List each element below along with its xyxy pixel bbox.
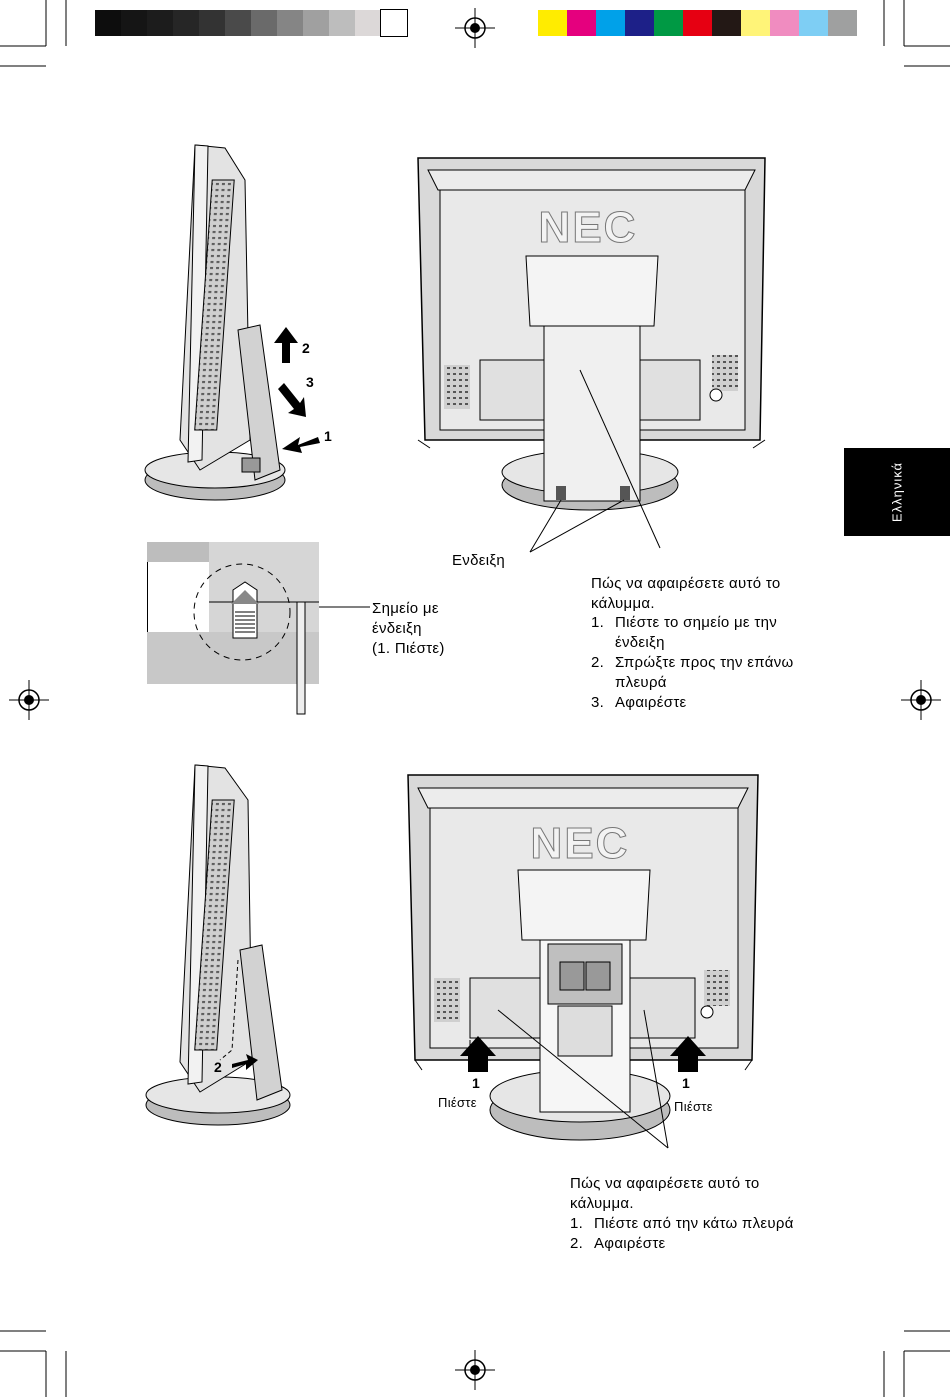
- instructions-title: κάλυμμα.: [591, 595, 655, 612]
- press-label: Πιέστε: [438, 1095, 477, 1110]
- grayscale-swatch: [355, 10, 381, 36]
- grayscale-swatch: [277, 10, 303, 36]
- color-swatch: [596, 10, 625, 36]
- instruction-step: ένδειξη: [615, 634, 665, 651]
- callout-line: (1. Πιέστε): [372, 640, 445, 657]
- color-swatch: [799, 10, 828, 36]
- press-number: 1: [472, 1075, 480, 1091]
- grayscale-swatch: [381, 10, 407, 36]
- color-swatch: [683, 10, 712, 36]
- instructions-title: Πώς να αφαιρέσετε αυτό το: [570, 1175, 760, 1192]
- grayscale-swatch: [303, 10, 329, 36]
- instruction-step: Πιέστε το σημείο με την: [615, 614, 778, 631]
- nec-logo: NEC: [538, 203, 638, 252]
- grayscale-swatch: [251, 10, 277, 36]
- color-swatch: [567, 10, 596, 36]
- callout-line: Σημείο με: [372, 600, 439, 617]
- step-number-label: 1.: [570, 1215, 584, 1232]
- nec-logo: NEC: [530, 819, 630, 868]
- instructions-title: Πώς να αφαιρέσετε αυτό το: [591, 575, 781, 592]
- step-number-label: 2.: [570, 1235, 584, 1252]
- instructions-title: κάλυμμα.: [570, 1195, 634, 1212]
- instruction-step: Αφαιρέστε: [615, 694, 687, 711]
- grayscale-swatch: [199, 10, 225, 36]
- indicator-label: Ενδειξη: [452, 552, 506, 569]
- grayscale-swatch: [225, 10, 251, 36]
- grayscale-swatch: [95, 10, 121, 36]
- color-swatch: [828, 10, 857, 36]
- step-number-label: 3.: [591, 694, 605, 711]
- grayscale-swatch: [329, 10, 355, 36]
- grayscale-swatch: [147, 10, 173, 36]
- step-number: 3: [306, 374, 314, 390]
- step-number: 1: [324, 428, 332, 444]
- color-swatch: [712, 10, 741, 36]
- instruction-step: Αφαιρέστε: [594, 1235, 666, 1252]
- color-swatch: [538, 10, 567, 36]
- press-label: Πιέστε: [674, 1099, 713, 1114]
- color-swatch: [654, 10, 683, 36]
- press-number: 1: [682, 1075, 690, 1091]
- instruction-step: πλευρά: [615, 674, 667, 691]
- color-swatch: [741, 10, 770, 36]
- language-tab-label: Ελληνικά: [889, 461, 905, 523]
- step-number: 2: [302, 340, 310, 356]
- color-swatch: [625, 10, 654, 36]
- grayscale-swatch: [121, 10, 147, 36]
- color-swatch: [770, 10, 799, 36]
- grayscale-swatch: [173, 10, 199, 36]
- step-number-label: 2.: [591, 654, 605, 671]
- instruction-step: Σπρώξτε προς την επάνω: [615, 654, 794, 671]
- instruction-step: Πιέστε από την κάτω πλευρά: [594, 1215, 794, 1232]
- callout-line: ένδειξη: [372, 620, 422, 637]
- step-number-label: 1.: [591, 614, 605, 631]
- step-number: 2: [214, 1059, 222, 1075]
